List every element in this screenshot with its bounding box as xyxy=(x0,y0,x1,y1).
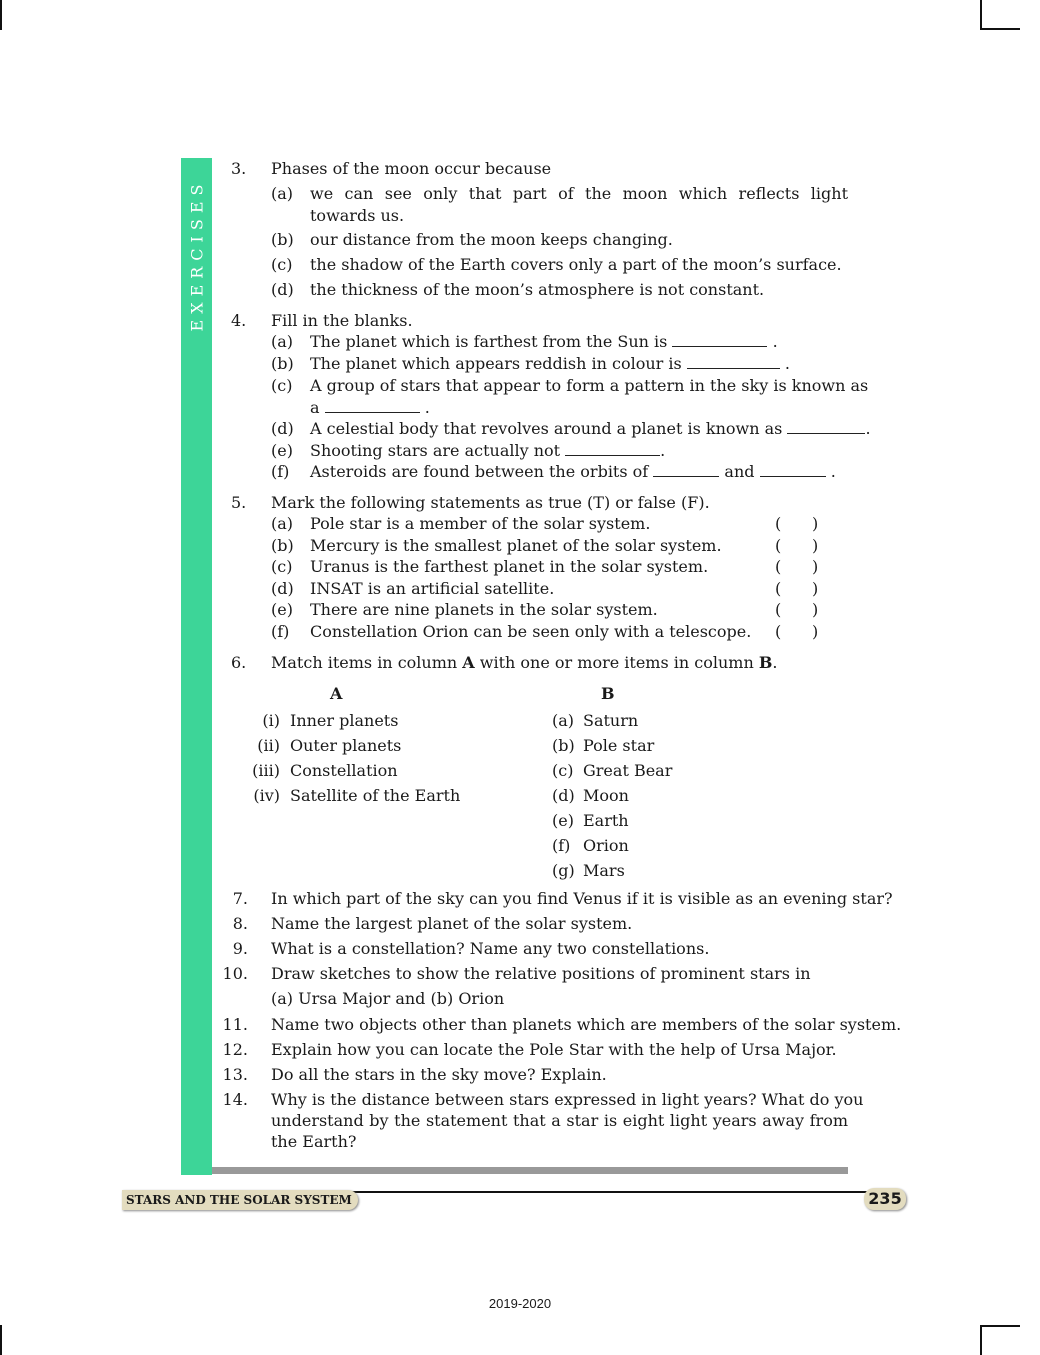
question-number: 13. xyxy=(222,1065,248,1084)
column-b-label: (b) xyxy=(552,736,575,755)
chapter-title: STARS AND THE SOLAR SYSTEM xyxy=(122,1190,358,1210)
option-text-cont: towards us. xyxy=(310,206,405,225)
item-label: (e) xyxy=(271,600,293,619)
item-label: (a) xyxy=(271,514,294,533)
column-b-item: Orion xyxy=(583,836,629,855)
column-a-item: Outer planets xyxy=(290,736,402,755)
item-text-cont: a . xyxy=(310,398,430,417)
question-number: 14. xyxy=(222,1090,248,1109)
answer-bracket-close: ) xyxy=(812,557,819,576)
option-label: (c) xyxy=(271,255,293,274)
column-b-item: Great Bear xyxy=(583,761,673,780)
item-label: (c) xyxy=(271,557,293,576)
option-text: the shadow of the Earth covers only a part of the moon’s surface. xyxy=(310,255,842,274)
column-b-item: Saturn xyxy=(583,711,639,730)
item-text: A group of stars that appear to form a pattern in the sky is known as xyxy=(310,376,869,395)
item-text: Asteroids are found between the orbits of and . xyxy=(310,462,836,481)
column-b-item: Moon xyxy=(583,786,629,805)
column-b-label: (g) xyxy=(552,861,575,880)
question-text: In which part of the sky can you find Venus if it is visible as an evening star? xyxy=(271,889,893,908)
question-text: Name the largest planet of the solar system. xyxy=(271,914,633,933)
item-text: Constellation Orion can be seen only with a telescope. xyxy=(310,621,752,641)
item-label: (b) xyxy=(271,535,294,555)
item-text: There are nine planets in the solar system. xyxy=(310,600,658,619)
column-a-item: Satellite of the Earth xyxy=(290,786,461,805)
blank-line xyxy=(687,354,780,369)
question-text: Mark the following statements as true (T) or false (F). xyxy=(271,493,710,512)
item-text: INSAT is an artificial satellite. xyxy=(310,578,555,598)
blank-line xyxy=(653,462,719,477)
column-a-label: (iv) xyxy=(253,786,280,805)
item-text: The planet which is farthest from the Sun is . xyxy=(310,332,778,351)
question-text: Explain how you can locate the Pole Star with the help of Ursa Major. xyxy=(271,1040,837,1059)
blank-line xyxy=(760,462,826,477)
blank-line xyxy=(565,441,660,456)
answer-bracket-close: ) xyxy=(812,514,819,533)
option-label: (a) xyxy=(271,184,294,203)
column-a-label: (i) xyxy=(262,711,280,730)
item-label: (c) xyxy=(271,376,293,395)
column-b-label: (e) xyxy=(552,811,574,830)
option-text: the thickness of the moon’s atmosphere is not constant. xyxy=(310,280,765,299)
item-label: (d) xyxy=(271,578,294,598)
blank-line xyxy=(787,419,865,434)
edition-year: 2019-2020 xyxy=(488,1296,552,1311)
question-number: 3. xyxy=(231,159,247,178)
item-label: (b) xyxy=(271,354,294,373)
item-label: (e) xyxy=(271,441,293,460)
question-number: 4. xyxy=(231,311,247,330)
column-b-item: Earth xyxy=(583,811,629,830)
question-number: 5. xyxy=(231,493,247,512)
column-b-label: (a) xyxy=(552,711,575,730)
answer-bracket-close: ) xyxy=(812,535,819,555)
question-text: Fill in the blanks. xyxy=(271,311,413,330)
column-b-label: (d) xyxy=(552,786,575,805)
column-a-item: Constellation xyxy=(290,761,398,780)
answer-bracket-close: ) xyxy=(812,600,819,619)
question-text: What is a constellation? Name any two constellations. xyxy=(271,939,710,958)
option-text: our distance from the moon keeps changing. xyxy=(310,230,673,249)
answer-bracket-open: ( xyxy=(775,600,782,619)
exercises-sidebar-label: EXERCISES xyxy=(187,178,206,332)
item-text: Uranus is the farthest planet in the solar system. xyxy=(310,557,709,576)
question-text-cont: (a) Ursa Major and (b) Orion xyxy=(271,989,505,1008)
question-text: Phases of the moon occur because xyxy=(271,159,552,178)
question-text: Name two objects other than planets which are members of the solar system. xyxy=(271,1015,902,1034)
answer-bracket-close: ) xyxy=(812,578,819,598)
page-number: 235 xyxy=(864,1188,906,1210)
answer-bracket-open: ( xyxy=(775,557,782,576)
blank-line xyxy=(672,332,767,347)
question-number: 7. xyxy=(232,889,248,908)
question-number: 11. xyxy=(222,1015,248,1034)
item-label: (f) xyxy=(271,462,290,481)
question-text-cont: the Earth? xyxy=(271,1132,357,1151)
column-b-label: (f) xyxy=(552,836,571,855)
option-label: (d) xyxy=(271,280,294,299)
item-label: (f) xyxy=(271,621,290,641)
question-text-cont: understand by the statement that a star is eight light years away from xyxy=(271,1111,848,1130)
column-a-header: A xyxy=(330,684,343,703)
item-text: A celestial body that revolves around a planet is known as . xyxy=(310,419,871,438)
item-label: (d) xyxy=(271,419,294,438)
item-text: Mercury is the smallest planet of the solar system. xyxy=(310,535,722,555)
column-a-label: (ii) xyxy=(257,736,280,755)
question-number: 8. xyxy=(232,914,248,933)
item-text: Pole star is a member of the solar system. xyxy=(310,514,651,533)
answer-bracket-open: ( xyxy=(775,514,782,533)
option-label: (b) xyxy=(271,230,294,249)
answer-bracket-open: ( xyxy=(775,535,782,555)
column-b-item: Pole star xyxy=(583,736,655,755)
answer-bracket-open: ( xyxy=(775,578,782,598)
column-b-item: Mars xyxy=(583,861,625,880)
item-label: (a) xyxy=(271,332,294,351)
question-number: 10. xyxy=(222,964,248,983)
answer-bracket-open: ( xyxy=(775,621,782,641)
question-text: Match items in column A with one or more items in column B. xyxy=(271,653,778,672)
question-number: 6. xyxy=(231,653,247,672)
question-text: Do all the stars in the sky move? Explain. xyxy=(271,1065,607,1084)
question-number: 12. xyxy=(222,1040,248,1059)
item-text: The planet which appears reddish in colour is . xyxy=(310,354,790,373)
question-text: Why is the distance between stars expressed in light years? What do you xyxy=(271,1090,864,1109)
item-text: Shooting stars are actually not . xyxy=(310,441,666,460)
column-b-header: B xyxy=(601,684,615,703)
blank-line xyxy=(325,398,420,413)
column-b-label: (c) xyxy=(552,761,574,780)
question-number: 9. xyxy=(232,939,248,958)
option-text: we can see only that part of the moon which reflects light xyxy=(310,184,848,203)
column-a-item: Inner planets xyxy=(290,711,399,730)
answer-bracket-close: ) xyxy=(812,621,819,641)
question-text: Draw sketches to show the relative positions of prominent stars in xyxy=(271,964,811,983)
column-a-label: (iii) xyxy=(252,761,280,780)
